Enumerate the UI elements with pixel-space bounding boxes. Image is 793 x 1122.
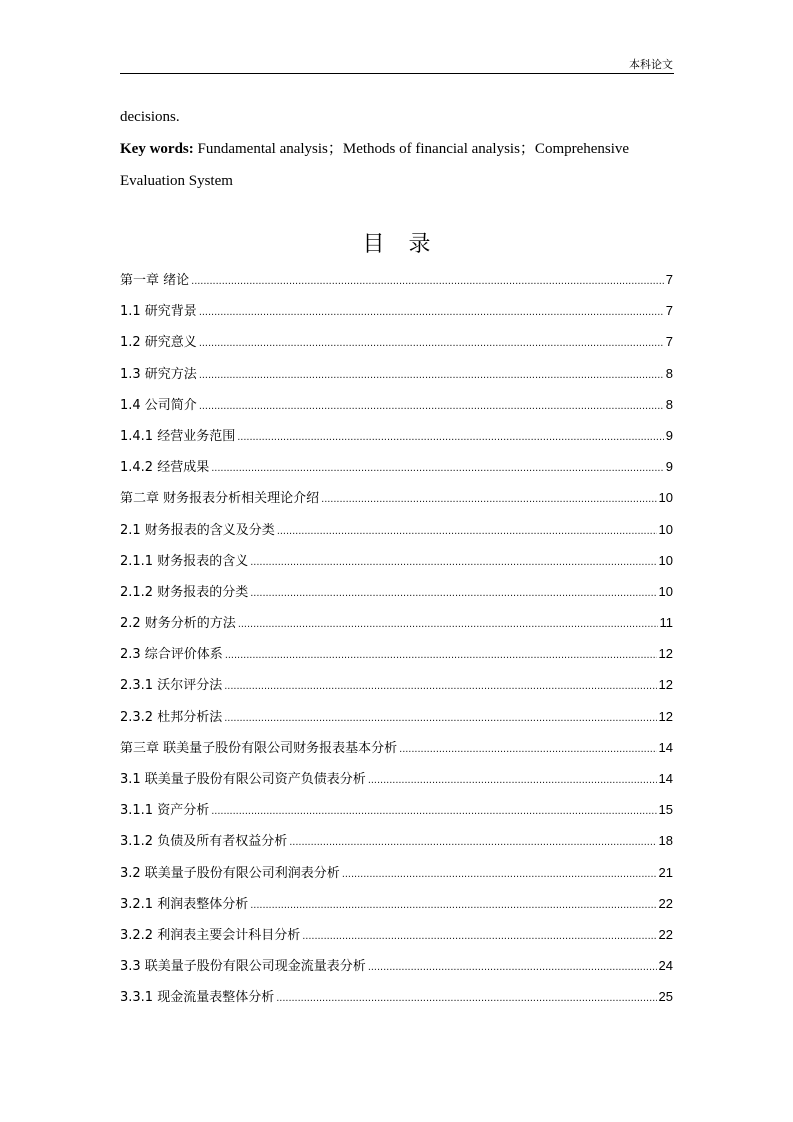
toc-page-number: 8 bbox=[665, 365, 673, 381]
toc-entry-title: 第二章 财务报表分析相关理论介绍 bbox=[120, 491, 320, 507]
toc-dot-leader bbox=[250, 895, 656, 915]
toc-entry-title: 3.3 联美量子股份有限公司现金流量表分析 bbox=[120, 959, 366, 975]
toc-page-number: 14 bbox=[658, 739, 673, 755]
toc-entry-title: 2.1.2 财务报表的分类 bbox=[120, 584, 249, 600]
toc-page-number: 12 bbox=[658, 708, 673, 724]
toc-entry[interactable] bbox=[120, 457, 673, 488]
toc-entry-title: 1.2 研究意义 bbox=[120, 335, 197, 351]
toc-entry-title: 3.1.2 负债及所有者权益分析 bbox=[120, 834, 288, 850]
toc-entry[interactable] bbox=[120, 426, 673, 457]
toc-dot-leader bbox=[289, 832, 656, 852]
toc-page-number: 18 bbox=[658, 833, 673, 849]
toc-entry[interactable] bbox=[120, 707, 673, 738]
toc-entry-title: 3.2.1 利润表整体分析 bbox=[120, 896, 249, 912]
toc-page-number: 10 bbox=[658, 552, 673, 568]
toc-dot-leader bbox=[399, 739, 656, 759]
toc-dot-leader bbox=[199, 396, 664, 416]
keywords-text: Fundamental analysis；Methods of financial analysis；Comprehensive Evaluation System bbox=[120, 141, 630, 189]
toc-page-number: 25 bbox=[658, 989, 673, 1005]
toc-dot-leader bbox=[368, 957, 657, 977]
toc-page-number: 10 bbox=[658, 583, 673, 599]
toc-entry-title: 3.1 联美量子股份有限公司资产负债表分析 bbox=[120, 772, 366, 787]
toc-entry[interactable] bbox=[120, 582, 673, 613]
toc-page-number: 22 bbox=[658, 895, 673, 911]
page-header-label: 本科论文 bbox=[629, 58, 673, 71]
toc-page-number: 21 bbox=[658, 864, 673, 880]
toc-entry[interactable] bbox=[120, 395, 673, 426]
toc-entry-title: 1.4.2 经营成果 bbox=[120, 460, 210, 476]
toc-entry-title: 1.1 研究背景 bbox=[120, 304, 197, 320]
toc-entry[interactable] bbox=[120, 520, 673, 551]
toc-dot-leader bbox=[321, 489, 656, 509]
toc-entry-title: 3.2 联美量子股份有限公司利润表分析 bbox=[120, 865, 340, 881]
keywords-paragraph bbox=[120, 133, 675, 197]
toc-dot-leader bbox=[250, 552, 656, 572]
toc-page-number: 7 bbox=[665, 272, 673, 287]
toc-dot-leader bbox=[224, 708, 656, 728]
toc-dot-leader bbox=[368, 770, 657, 790]
toc-entry[interactable] bbox=[120, 488, 673, 519]
table-of-contents bbox=[120, 270, 673, 1019]
toc-entry[interactable] bbox=[120, 863, 673, 894]
toc-entry-title: 3.3.1 现金流量表整体分析 bbox=[120, 990, 275, 1006]
toc-dot-leader bbox=[225, 645, 657, 665]
toc-entry[interactable] bbox=[120, 644, 673, 675]
abstract-tail bbox=[120, 101, 675, 197]
toc-page-number: 12 bbox=[658, 646, 673, 662]
toc-page-number: 22 bbox=[658, 926, 673, 942]
toc-page-number: 11 bbox=[659, 615, 673, 631]
toc-page-number: 14 bbox=[658, 771, 673, 786]
toc-entry-title: 1.4 公司简介 bbox=[120, 397, 197, 413]
toc-entry[interactable] bbox=[120, 270, 673, 301]
toc-entry[interactable] bbox=[120, 769, 673, 800]
toc-entry[interactable] bbox=[120, 894, 673, 925]
toc-page-number: 10 bbox=[658, 521, 673, 537]
toc-title: 目录 bbox=[362, 232, 455, 257]
toc-page-number: 7 bbox=[665, 334, 673, 350]
toc-entry-title: 2.2 财务分析的方法 bbox=[120, 616, 236, 632]
toc-entry-title: 3.2.2 利润表主要会计科目分析 bbox=[120, 927, 301, 943]
toc-entry[interactable] bbox=[120, 364, 673, 395]
toc-entry-title: 2.3 综合评价体系 bbox=[120, 647, 223, 663]
toc-dot-leader bbox=[342, 864, 657, 884]
toc-entry[interactable] bbox=[120, 831, 673, 862]
toc-dot-leader bbox=[224, 676, 656, 696]
toc-dot-leader bbox=[211, 458, 664, 478]
toc-dot-leader bbox=[211, 801, 656, 821]
toc-entry[interactable] bbox=[120, 301, 673, 332]
toc-entry[interactable] bbox=[120, 987, 673, 1018]
toc-entry[interactable] bbox=[120, 956, 673, 987]
toc-entry-title: 1.4.1 经营业务范围 bbox=[120, 428, 236, 444]
toc-entry[interactable] bbox=[120, 675, 673, 706]
toc-entry[interactable] bbox=[120, 332, 673, 363]
toc-dot-leader bbox=[191, 271, 664, 291]
abstract-last-line: decisions. bbox=[120, 109, 180, 125]
toc-dot-leader bbox=[199, 365, 664, 385]
toc-entry[interactable] bbox=[120, 800, 673, 831]
toc-dot-leader bbox=[238, 614, 658, 634]
keywords-label: Key words: bbox=[120, 141, 194, 157]
toc-entry-title: 第三章 联美量子股份有限公司财务报表基本分析 bbox=[120, 740, 398, 756]
toc-page-number: 9 bbox=[665, 459, 673, 475]
toc-page-number: 10 bbox=[658, 490, 673, 506]
toc-dot-leader bbox=[276, 988, 656, 1008]
header-divider bbox=[120, 73, 674, 74]
toc-entry-title: 2.3.2 杜邦分析法 bbox=[120, 709, 223, 725]
toc-page-number: 24 bbox=[658, 958, 673, 974]
toc-dot-leader bbox=[199, 333, 664, 353]
toc-dot-leader bbox=[237, 427, 664, 447]
toc-entry-title: 第一章 绪论 bbox=[120, 273, 190, 288]
toc-entry-title: 1.3 研究方法 bbox=[120, 366, 197, 382]
toc-entry-title: 2.1.1 财务报表的含义 bbox=[120, 553, 249, 569]
toc-dot-leader bbox=[277, 521, 657, 541]
toc-page-number: 15 bbox=[658, 802, 673, 818]
toc-page-number: 8 bbox=[665, 396, 673, 412]
toc-entry[interactable] bbox=[120, 551, 673, 582]
toc-dot-leader bbox=[199, 302, 664, 322]
toc-entry[interactable] bbox=[120, 613, 673, 644]
toc-entry[interactable] bbox=[120, 925, 673, 956]
toc-entry-title: 2.1 财务报表的含义及分类 bbox=[120, 522, 275, 538]
toc-entry-title: 3.1.1 资产分析 bbox=[120, 803, 210, 819]
toc-entry[interactable] bbox=[120, 738, 673, 769]
toc-entry-title: 2.3.1 沃尔评分法 bbox=[120, 678, 223, 694]
toc-dot-leader bbox=[302, 926, 656, 946]
toc-page-number: 9 bbox=[665, 427, 673, 443]
toc-page-number: 12 bbox=[658, 677, 673, 693]
toc-dot-leader bbox=[250, 583, 656, 603]
toc-page-number: 7 bbox=[665, 303, 673, 319]
